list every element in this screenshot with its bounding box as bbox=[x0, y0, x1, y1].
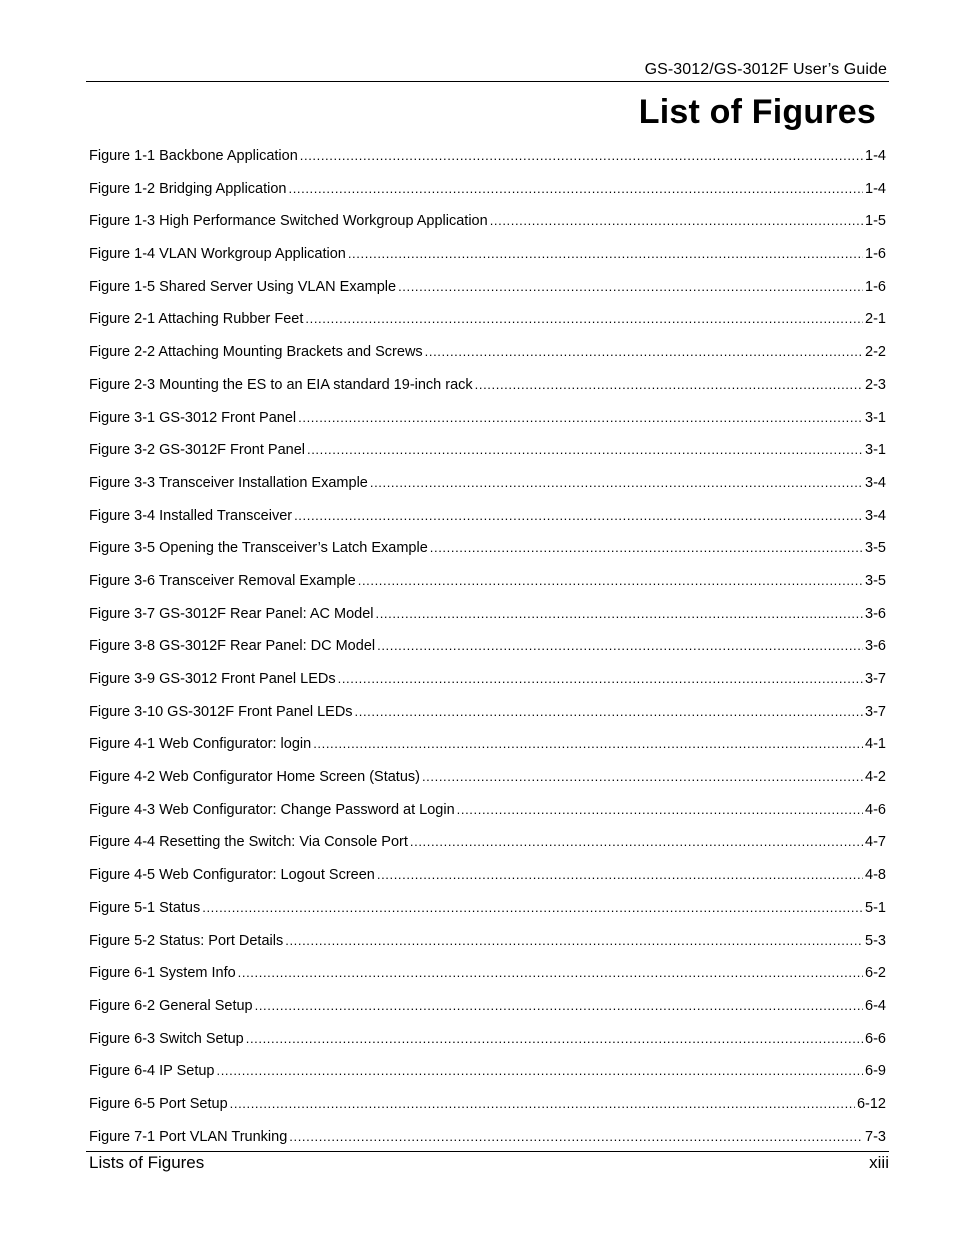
dot-leader bbox=[376, 598, 864, 631]
figure-entry-page: 3-7 bbox=[865, 703, 886, 720]
figure-entry-page: 4-8 bbox=[865, 867, 886, 884]
figure-entry-label: Figure 3-1 GS-3012 Front Panel bbox=[89, 409, 297, 426]
figure-entry-page: 5-1 bbox=[865, 899, 886, 916]
figure-entry-page: 4-6 bbox=[865, 801, 886, 818]
figure-entry[interactable] bbox=[89, 402, 886, 435]
dot-leader bbox=[348, 238, 863, 271]
dot-leader bbox=[422, 761, 863, 794]
dot-leader bbox=[430, 532, 863, 565]
figure-entry-page: 3-5 bbox=[865, 572, 886, 589]
dot-leader bbox=[246, 1023, 863, 1056]
dot-leader bbox=[307, 434, 863, 467]
figure-entry-page: 3-7 bbox=[865, 671, 886, 687]
dot-leader bbox=[338, 663, 863, 696]
figure-entry[interactable] bbox=[89, 434, 886, 467]
figure-entry-page: 4-7 bbox=[865, 834, 886, 851]
figure-entry-page: 6-9 bbox=[865, 1063, 886, 1080]
dot-leader bbox=[238, 957, 863, 990]
figure-entry-label: Figure 2-2 Attaching Mounting Brackets and Screws bbox=[89, 344, 423, 361]
figure-list bbox=[89, 140, 886, 1153]
figure-entry-page: 3-1 bbox=[865, 442, 886, 459]
header-rule bbox=[86, 81, 889, 82]
figure-entry[interactable] bbox=[89, 957, 886, 990]
figure-entry-label: Figure 2-1 Attaching Rubber Feet bbox=[89, 311, 304, 328]
figure-entry-page: 7-3 bbox=[865, 1128, 886, 1145]
dot-leader bbox=[490, 205, 863, 238]
figure-entry-page: 5-3 bbox=[865, 932, 886, 949]
footer-rule bbox=[86, 1151, 889, 1152]
figure-entry-page: 3-4 bbox=[865, 507, 886, 524]
figure-entry-label: Figure 3-7 GS-3012F Rear Panel: AC Model bbox=[89, 605, 374, 622]
figure-entry[interactable] bbox=[89, 1121, 886, 1154]
figure-entry[interactable] bbox=[89, 598, 886, 631]
figure-entry-label: Figure 4-3 Web Configurator: Change Password at Login bbox=[89, 801, 455, 818]
figure-entry-page: 1-4 bbox=[865, 180, 886, 197]
figure-entry-label: Figure 5-1 Status bbox=[89, 899, 201, 916]
figure-entry-label: Figure 3-6 Transceiver Removal Example bbox=[89, 572, 356, 589]
dot-leader bbox=[289, 1121, 863, 1154]
dot-leader bbox=[475, 369, 863, 402]
figure-entry[interactable] bbox=[89, 925, 886, 958]
figure-entry[interactable] bbox=[89, 1055, 886, 1088]
dot-leader bbox=[300, 140, 863, 173]
figure-entry-label: Figure 5-2 Status: Port Details bbox=[89, 932, 284, 949]
figure-entry-page: 3-6 bbox=[865, 605, 886, 622]
running-header: GS-3012/GS-3012F User’s Guide bbox=[644, 61, 887, 78]
figure-entry[interactable] bbox=[89, 336, 886, 369]
page-title: List of Figures bbox=[638, 93, 876, 131]
dot-leader bbox=[305, 303, 863, 336]
figure-entry-label: Figure 6-3 Switch Setup bbox=[89, 1030, 244, 1047]
figure-entry[interactable] bbox=[89, 205, 886, 238]
dot-leader bbox=[425, 336, 863, 369]
figure-entry[interactable] bbox=[89, 369, 886, 402]
figure-entry-label: Figure 3-4 Installed Transceiver bbox=[89, 507, 293, 524]
dot-leader bbox=[355, 696, 863, 729]
footer-page-number: xiii bbox=[869, 1153, 889, 1172]
figure-entry-page: 4-2 bbox=[865, 769, 886, 786]
dot-leader bbox=[202, 892, 863, 925]
figure-entry-page: 3-6 bbox=[865, 638, 886, 655]
figure-entry-label: Figure 3-2 GS-3012F Front Panel bbox=[89, 442, 305, 459]
dot-leader bbox=[410, 826, 863, 859]
figure-entry[interactable] bbox=[89, 271, 886, 304]
dot-leader bbox=[216, 1055, 863, 1088]
figure-entry-label: Figure 6-1 System Info bbox=[89, 965, 236, 982]
figure-entry[interactable] bbox=[89, 238, 886, 271]
figure-entry-label: Figure 7-1 Port VLAN Trunking bbox=[89, 1128, 288, 1145]
figure-entry-label: Figure 4-1 Web Configurator: login bbox=[89, 736, 312, 753]
figure-entry-label: Figure 1-1 Backbone Application bbox=[89, 148, 298, 164]
figure-entry-label: Figure 6-5 Port Setup bbox=[89, 1095, 228, 1112]
figure-entry-page: 1-6 bbox=[865, 278, 886, 295]
figure-entry[interactable] bbox=[89, 859, 886, 892]
figure-entry-label: Figure 1-5 Shared Server Using VLAN Example bbox=[89, 278, 397, 295]
figure-entry[interactable] bbox=[89, 990, 886, 1023]
figure-entry-label: Figure 4-5 Web Configurator: Logout Screen bbox=[89, 867, 375, 884]
figure-entry-page: 2-3 bbox=[865, 376, 886, 393]
figure-entry-page: 4-1 bbox=[865, 736, 886, 753]
figure-entry-label: Figure 6-2 General Setup bbox=[89, 997, 253, 1014]
dot-leader bbox=[285, 925, 863, 958]
figure-entry-page: 6-4 bbox=[865, 997, 886, 1014]
figure-entry[interactable] bbox=[89, 728, 886, 761]
figure-entry[interactable] bbox=[89, 761, 886, 794]
dot-leader bbox=[398, 271, 863, 304]
figure-entry[interactable] bbox=[89, 532, 886, 565]
figure-entry[interactable] bbox=[89, 467, 886, 500]
dot-leader bbox=[230, 1088, 855, 1121]
figure-entry-label: Figure 3-5 Opening the Transceiver’s Latch Example bbox=[89, 540, 428, 557]
figure-entry-label: Figure 4-2 Web Configurator Home Screen (Status) bbox=[89, 769, 420, 786]
figure-entry[interactable] bbox=[89, 663, 886, 696]
figure-entry[interactable] bbox=[89, 565, 886, 598]
figure-entry-page: 6-2 bbox=[865, 965, 886, 982]
dot-leader bbox=[288, 173, 863, 206]
figure-entry-label: Figure 1-2 Bridging Application bbox=[89, 180, 287, 197]
figure-entry[interactable] bbox=[89, 500, 886, 533]
figure-entry[interactable] bbox=[89, 1023, 886, 1056]
figure-entry-page: 6-12 bbox=[856, 1095, 886, 1112]
figure-entry-page: 1-4 bbox=[865, 148, 886, 164]
figure-entry-label: Figure 1-4 VLAN Workgroup Application bbox=[89, 246, 346, 263]
figure-entry[interactable] bbox=[89, 794, 886, 827]
figure-entry-label: Figure 3-3 Transceiver Installation Example bbox=[89, 474, 368, 491]
figure-entry-label: Figure 4-4 Resetting the Switch: Via Console Port bbox=[89, 834, 408, 851]
figure-entry[interactable] bbox=[89, 1088, 886, 1121]
figure-entry-page: 1-5 bbox=[865, 213, 886, 230]
figure-entry[interactable] bbox=[89, 140, 886, 173]
dot-leader bbox=[377, 859, 863, 892]
dot-leader bbox=[298, 402, 863, 435]
figure-entry[interactable] bbox=[89, 630, 886, 663]
figure-entry[interactable] bbox=[89, 173, 886, 206]
figure-entry-label: Figure 3-10 GS-3012F Front Panel LEDs bbox=[89, 703, 353, 720]
footer-section-name: Lists of Figures bbox=[89, 1153, 205, 1172]
figure-entry-page: 6-6 bbox=[865, 1030, 886, 1047]
figure-entry-page: 3-1 bbox=[865, 409, 886, 426]
dot-leader bbox=[358, 565, 863, 598]
dot-leader bbox=[255, 990, 863, 1023]
figure-entry[interactable] bbox=[89, 303, 886, 336]
figure-entry-page: 3-5 bbox=[865, 540, 886, 557]
figure-entry[interactable] bbox=[89, 892, 886, 925]
figure-entry-page: 2-1 bbox=[865, 311, 886, 328]
figure-entry-page: 3-4 bbox=[865, 474, 886, 491]
dot-leader bbox=[294, 500, 863, 533]
dot-leader bbox=[313, 728, 863, 761]
figure-entry-label: Figure 3-9 GS-3012 Front Panel LEDs bbox=[89, 671, 336, 687]
figure-entry-label: Figure 1-3 High Performance Switched Workgroup Application bbox=[89, 213, 488, 230]
figure-entry-label: Figure 2-3 Mounting the ES to an EIA standard 19-inch rack bbox=[89, 376, 473, 393]
figure-entry-page: 1-6 bbox=[865, 246, 886, 263]
dot-leader bbox=[370, 467, 863, 500]
figure-entry-label: Figure 3-8 GS-3012F Rear Panel: DC Model bbox=[89, 638, 376, 655]
figure-entry[interactable] bbox=[89, 826, 886, 859]
figure-entry-page: 2-2 bbox=[865, 344, 886, 361]
figure-entry-label: Figure 6-4 IP Setup bbox=[89, 1063, 215, 1080]
dot-leader bbox=[457, 794, 863, 827]
figure-entry[interactable] bbox=[89, 696, 886, 729]
dot-leader bbox=[377, 630, 863, 663]
